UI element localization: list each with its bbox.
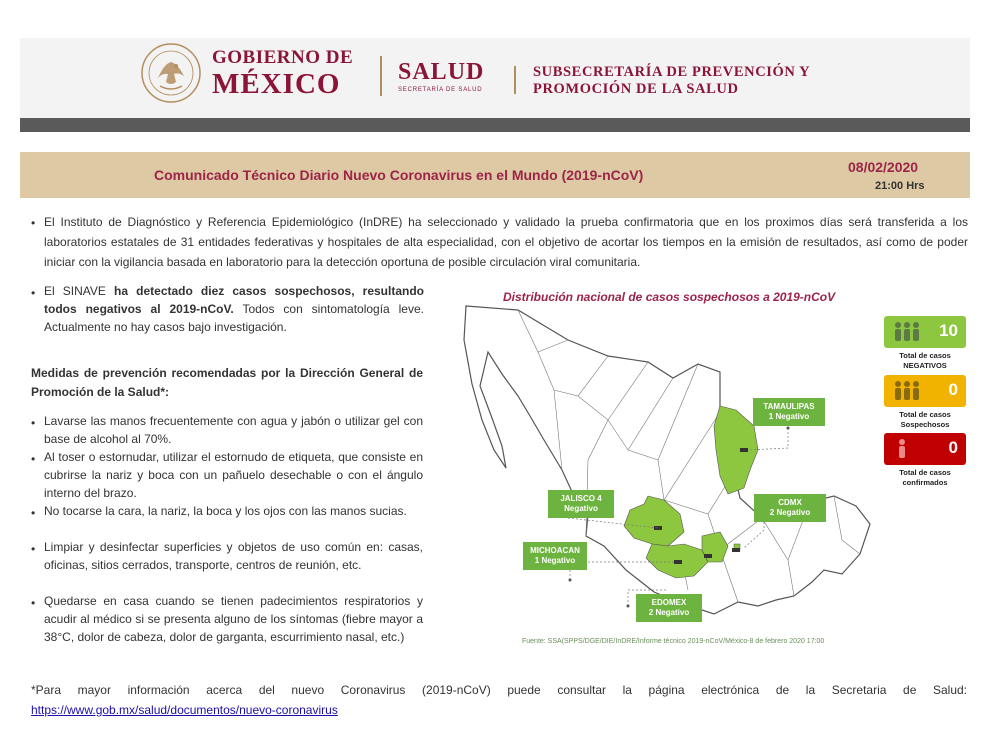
negativos-label-2: NEGATIVOS xyxy=(903,361,947,370)
negativos-count: 10 xyxy=(939,321,958,340)
gobierno-de-mexico-logo xyxy=(212,48,353,99)
sospechosos-count: 0 xyxy=(948,380,958,399)
footer-link[interactable]: https://www.gob.mx/salud/documentos/nuevo-coronavirus xyxy=(31,703,338,717)
sinave-paragraph xyxy=(44,282,424,336)
intro-paragraph: El Instituto de Diagnóstico y Referencia Epidemiológico (InDRE) ha seleccionado y validado la prueba confirmatoria que en los proximos días será transferida a los laboratorios estatales de 31 entidades federativas y hospitales de alta especialidad, con el objetivo de acortar los tiempos en la emisión de resultados, así como de poder iniciar con la vigilancia basada en laboratorio para la detección oportuna de posible circulación viral comunitaria. xyxy=(44,215,968,269)
label-tamaulipas-name: TAMAULIPAS xyxy=(763,402,815,411)
sospechosos-label-2: Sospechosos xyxy=(900,420,950,429)
sospechosos-label-1: Total de casos xyxy=(899,410,951,419)
label-michoacan xyxy=(523,542,587,570)
bullet-icon: • xyxy=(31,452,36,466)
label-tamaulipas xyxy=(753,398,825,426)
measure-item: Lavarse las manos frecuentemente con agua y jabón o utilizar gel con base de alcohol al 70%. xyxy=(44,414,423,446)
salud-logo xyxy=(398,60,484,93)
salud-subtitle: SECRETARÍA DE SALUD xyxy=(398,87,483,93)
national-seal-icon xyxy=(140,42,202,104)
sospechosos-box xyxy=(884,375,966,407)
bullet-icon: • xyxy=(31,286,36,300)
document-date: 08/02/2020 xyxy=(848,159,919,175)
negativos-label xyxy=(884,351,966,371)
footer-text: *Para mayor información acerca del nuevo Coronavirus (2019-nCoV) puede consultar la página electrónica de la Secretaria de Salud: xyxy=(31,683,967,697)
document-title: Comunicado Técnico Diario Nuevo Coronavirus en el Mundo (2019-nCoV) xyxy=(154,167,644,183)
confirmados-label-2: confirmados xyxy=(902,478,948,487)
map-source: Fuente: SSA(SPPS/DGE/DIE/InDRE/Informe técnico 2019-nCoV/México-8 de febrero 2020 17:00 xyxy=(522,638,825,645)
person-icon xyxy=(890,438,924,460)
label-cdmx xyxy=(754,494,826,522)
bullet-icon: • xyxy=(31,542,36,556)
label-edomex xyxy=(636,594,702,622)
bullet-icon: • xyxy=(31,416,36,430)
negativos-box xyxy=(884,316,966,348)
subsecretaria-title xyxy=(533,64,810,98)
confirmados-count: 0 xyxy=(948,438,958,457)
label-jalisco-status: Negativo xyxy=(564,504,598,513)
header-divider xyxy=(380,56,382,96)
footer-note xyxy=(31,680,967,720)
label-michoacan-status: 1 Negativo xyxy=(534,556,576,565)
sospechosos-label xyxy=(884,410,966,430)
sinave-prefix: El SINAVE xyxy=(44,284,115,298)
measure-item: No tocarse la cara, la nariz, la boca y los ojos con las manos sucias. xyxy=(44,504,407,518)
measure-item: Al toser o estornudar, utilizar el estornudo de etiqueta, que consiste en cubrirse la nariz y boca con un pañuelo desechable o con el ángulo interno del brazo. xyxy=(44,450,423,500)
gob-line1: GOBIERNO DE xyxy=(212,47,354,68)
label-edomex-name: EDOMEX xyxy=(651,598,687,607)
header-dark-bar xyxy=(20,118,970,132)
label-michoacan-name: MICHOACAN xyxy=(530,546,580,555)
confirmados-box xyxy=(884,433,966,465)
label-cdmx-name: CDMX xyxy=(778,498,802,507)
confirmados-label-1: Total de casos xyxy=(899,468,951,477)
subsec-line2: PROMOCIÓN DE LA SALUD xyxy=(533,81,739,97)
people-icon xyxy=(890,321,924,343)
measures-heading: Medidas de prevención recomendadas por la Dirección General de Promoción de la Salud*: xyxy=(31,366,423,399)
measure-item: Limpiar y desinfectar superficies y objetos de uso común en: casas, oficinas, sitios cerrados, transporte, centros de reunión, etc. xyxy=(44,540,423,572)
people-icon xyxy=(890,380,924,402)
bullet-icon: • xyxy=(31,506,36,520)
bullet-icon: • xyxy=(31,596,36,610)
salud-title: SALUD xyxy=(398,59,485,85)
label-cdmx-status: 2 Negativo xyxy=(769,508,811,517)
confirmados-label xyxy=(884,468,966,488)
sinave-suffix: Todos con sintomatología leve. Actualmente no hay casos bajo investigación. xyxy=(44,302,424,334)
gob-line2: MÉXICO xyxy=(212,68,341,100)
label-tamaulipas-status: 1 Negativo xyxy=(768,412,810,421)
subsec-line1: SUBSECRETARÍA DE PREVENCIÓN Y xyxy=(533,64,811,80)
label-jalisco xyxy=(548,490,614,518)
sinave-bold: ha detectado diez casos sospechosos, resultando todos negativos al 2019-nCoV. xyxy=(44,284,424,316)
bullet-icon: • xyxy=(31,216,36,230)
label-edomex-status: 2 Negativo xyxy=(648,608,690,617)
document-time: 21:00 Hrs xyxy=(875,180,925,192)
negativos-label-1: Total de casos xyxy=(899,351,951,360)
map-title: Distribución nacional de casos sospechosos a 2019-nCoV xyxy=(503,290,836,304)
header-divider xyxy=(514,66,516,94)
measure-item: Quedarse en casa cuando se tienen padecimientos respiratorios y acudir al médico si se presenta alguno de los síntomas (fiebre mayor a 38°C, dolor de cabeza, dolor de garganta, escurrimiento nasal, etc.) xyxy=(44,594,423,644)
label-jalisco-name: JALISCO 4 xyxy=(560,494,602,503)
mexico-map xyxy=(458,300,878,640)
